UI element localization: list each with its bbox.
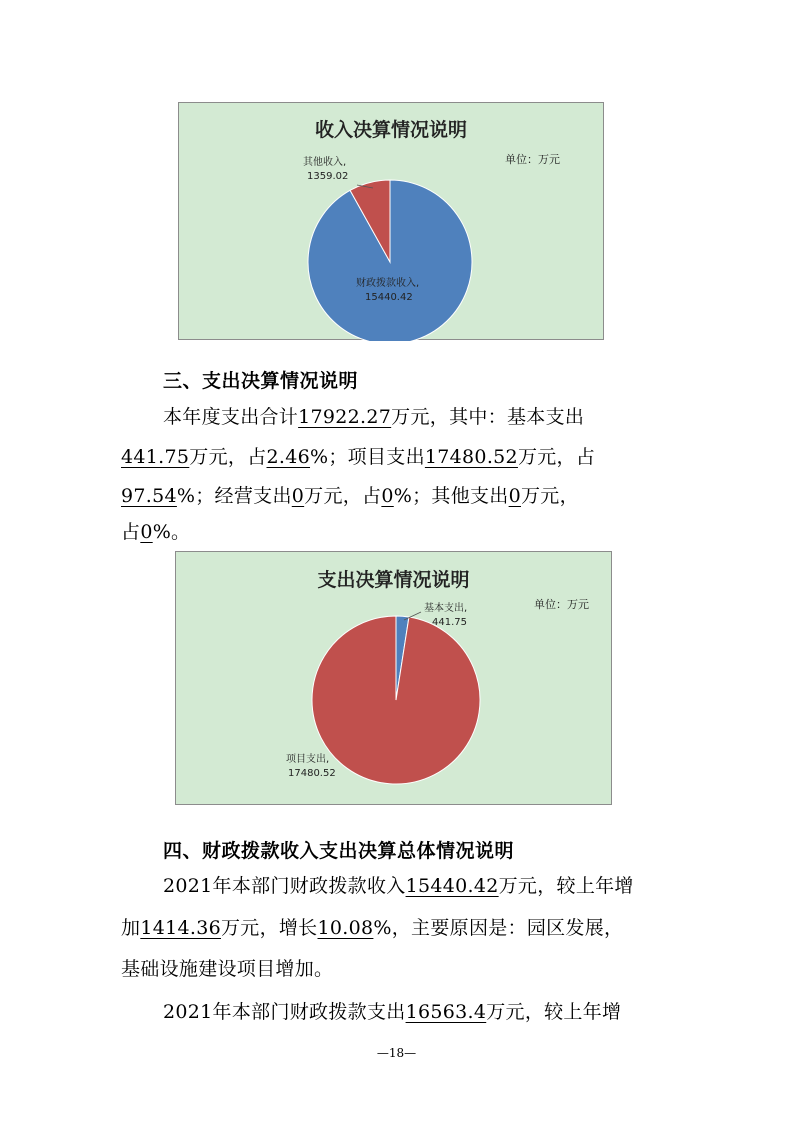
basic-expense-pct: 2.46 xyxy=(266,446,311,468)
fiscal-expense-value: 16563.4 xyxy=(405,1001,487,1023)
project-expense-pct: 97.54 xyxy=(121,485,177,507)
text: 万元，占 xyxy=(517,446,596,468)
other-expense-pct: 0 xyxy=(140,521,153,543)
text: 加 xyxy=(121,917,141,939)
income-chart-title: 收入决算情况说明 xyxy=(314,119,467,141)
expense-chart xyxy=(175,551,612,805)
text: 万元，占 xyxy=(189,446,267,468)
section3-heading: 三、支出决算情况说明 xyxy=(163,370,359,392)
section4-line4 xyxy=(163,997,621,1024)
other-expense-value: 0 xyxy=(508,485,521,507)
text: %；项目支出 xyxy=(310,446,425,468)
text: 占 xyxy=(121,521,141,543)
text: 2021年本部门财政拨款支出 xyxy=(163,1001,406,1023)
income-fiscal-label-name: 财政拨款收入, xyxy=(356,278,420,289)
text: 万元， xyxy=(521,485,579,507)
expense-chart-title: 支出决算情况说明 xyxy=(317,569,470,591)
income-chart xyxy=(178,102,604,340)
text: 2021年本部门财政拨款收入 xyxy=(163,875,406,897)
text: 万元，较上年增 xyxy=(486,1001,622,1023)
project-expense-value: 17480.52 xyxy=(424,446,518,468)
section3-line3 xyxy=(121,481,579,508)
operating-expense-pct: 0 xyxy=(381,485,394,507)
basic-expense-value: 441.75 xyxy=(121,446,190,468)
expense-basic-label-name: 基本支出, xyxy=(424,603,468,614)
total-expense-value: 17922.27 xyxy=(298,406,392,428)
section4-line2 xyxy=(121,913,623,940)
expense-chart-unit: 单位：万元 xyxy=(534,598,589,611)
expense-project-label-name: 项目支出, xyxy=(286,754,330,765)
page-number: —18— xyxy=(376,1046,417,1060)
section4-line1 xyxy=(163,871,634,898)
expense-pie xyxy=(176,552,613,806)
text: 基础设施建设项目增加。 xyxy=(121,958,334,980)
text: 万元，增长 xyxy=(220,917,318,939)
section3-line2 xyxy=(121,442,595,469)
text: %。 xyxy=(152,521,191,543)
fiscal-income-value: 15440.42 xyxy=(405,875,499,897)
text: %；其他支出 xyxy=(393,485,509,507)
section4-heading: 四、财政拨款收入支出决算总体情况说明 xyxy=(163,840,515,862)
text: %，主要原因是：园区发展， xyxy=(373,917,624,939)
income-fiscal-label-value: 15440.42 xyxy=(365,292,413,303)
expense-project-label-value: 17480.52 xyxy=(288,768,336,779)
text: 万元，占 xyxy=(304,485,382,507)
operating-expense-value: 0 xyxy=(291,485,305,507)
income-growth-pct: 10.08 xyxy=(317,917,374,939)
text: 本年度支出合计 xyxy=(163,406,299,428)
income-other-label-value: 1359.02 xyxy=(307,171,349,182)
text: 万元，较上年增 xyxy=(498,875,634,897)
expense-basic-label-value: 441.75 xyxy=(432,617,467,628)
section4-line3 xyxy=(121,954,333,981)
income-other-label-name: 其他收入, xyxy=(303,157,347,168)
section3-line4 xyxy=(121,517,190,544)
expense-slice-project xyxy=(312,616,480,784)
section3-line1 xyxy=(163,402,584,429)
text: 万元，其中：基本支出 xyxy=(391,406,585,428)
income-pie xyxy=(179,103,605,341)
income-chart-unit: 单位：万元 xyxy=(505,153,560,166)
income-increase-value: 1414.36 xyxy=(140,917,221,939)
text: %；经营支出 xyxy=(176,485,292,507)
